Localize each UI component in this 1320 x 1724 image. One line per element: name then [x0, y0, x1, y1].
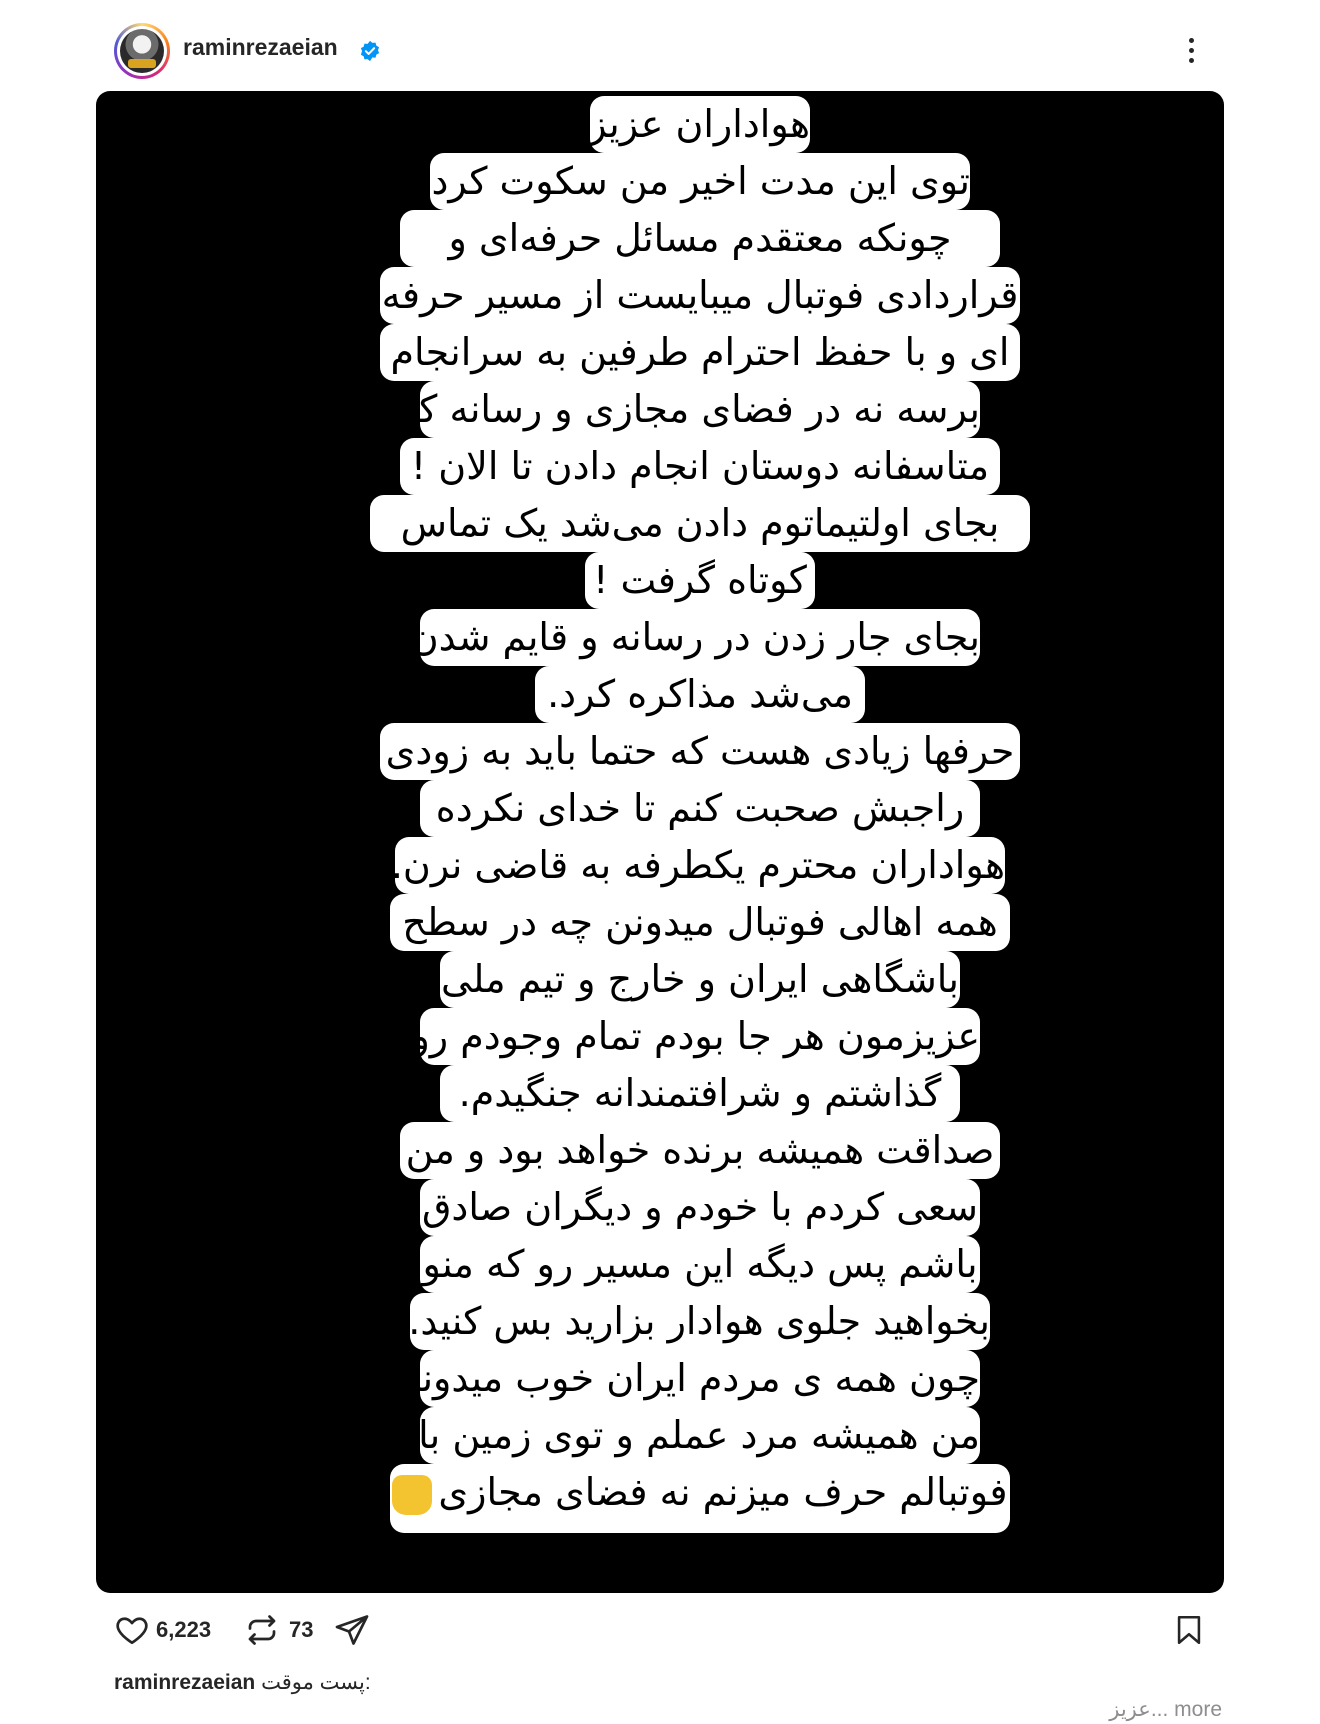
heart-icon[interactable]: [114, 1612, 150, 1648]
story-text-line: هواداران عزیز.: [590, 96, 810, 153]
story-text-line: صداقت همیشه برنده خواهد بود و من: [400, 1122, 1000, 1179]
story-text-line: عزیزمون هر جا بودم تمام وجودم رو: [420, 1008, 980, 1065]
story-text-line: می‌شد مذاکره کرد.: [535, 666, 865, 723]
post-header: [0, 0, 1320, 90]
thumbs-up-icon: [392, 1475, 432, 1515]
post-media-image: [96, 91, 1224, 1593]
username[interactable]: raminrezaeian: [183, 34, 338, 60]
story-text-line: توی این مدت اخیر من سکوت کردم: [430, 153, 970, 210]
story-text-line: بجای اولتیماتوم دادن می‌شد یک تماس: [370, 495, 1030, 552]
avatar[interactable]: [114, 23, 170, 79]
story-text-line: متاسفانه دوستان انجام دادن تا الان !: [400, 438, 1000, 495]
story-text-line: باشگاهی ایران و خارج و تیم ملی: [440, 951, 960, 1008]
story-text-overlay: [96, 91, 1224, 1593]
caption-text: پست موقت:: [261, 1671, 371, 1694]
share-icon[interactable]: [334, 1612, 370, 1648]
story-text-line: من همیشه مرد عملم و توی زمین با: [420, 1407, 980, 1464]
story-text-line: حرفها زیادی هست که حتما باید به زودی: [380, 723, 1020, 780]
story-text-line: ای و با حفظ احترام طرفین به سرانجام: [380, 324, 1020, 381]
story-text-line: همه اهالی فوتبال میدونن چه در سطح: [390, 894, 1010, 951]
caption: [114, 1670, 371, 1695]
story-text-line: بخواهید جلوی هوادار بزارید بس کنید.: [410, 1293, 990, 1350]
story-text-line: سعی کردم با خودم و دیگران صادق: [420, 1179, 980, 1236]
verified-badge-icon: [359, 40, 381, 62]
story-text-line: گذاشتم و شرافتمندانه جنگیدم.: [440, 1065, 960, 1122]
story-text-line: هواداران محترم یکطرفه به قاضی نرن.: [395, 837, 1005, 894]
repost-icon[interactable]: [244, 1612, 280, 1648]
more-options-icon[interactable]: [1176, 30, 1206, 70]
story-text-line: بجای جار زدن در رسانه و قایم شدن: [420, 609, 980, 666]
story-text-line: چونکه معتقدم مسائل حرفه‌ای و: [400, 210, 1000, 267]
story-text-line: باشم پس دیگه این مسیر رو که منو: [420, 1236, 980, 1293]
story-text-line: قراردادی فوتبال میبایست از مسیر حرفه: [380, 267, 1020, 324]
story-text-line: فوتبالم حرف میزنم نه فضای مجازی: [390, 1464, 1010, 1533]
post-actions-bar: [0, 1600, 1320, 1660]
caption-more-link[interactable]: عزیز... more: [1109, 1698, 1222, 1721]
story-text-line: چون همه ی مردم ایران خوب میدونند: [420, 1350, 980, 1407]
bookmark-icon[interactable]: [1172, 1612, 1206, 1648]
story-text-line: برسه نه در فضای مجازی و رسانه که: [420, 381, 980, 438]
likes-count: 6,223: [156, 1617, 212, 1642]
avatar-photo: [120, 29, 164, 73]
caption-username[interactable]: raminrezaeian: [114, 1671, 256, 1694]
repost-count: 73: [289, 1617, 314, 1642]
story-text-line: کوتاه گرفت !: [585, 552, 815, 609]
story-text-line: راجبش صحبت کنم تا خدای نکرده: [420, 780, 980, 837]
